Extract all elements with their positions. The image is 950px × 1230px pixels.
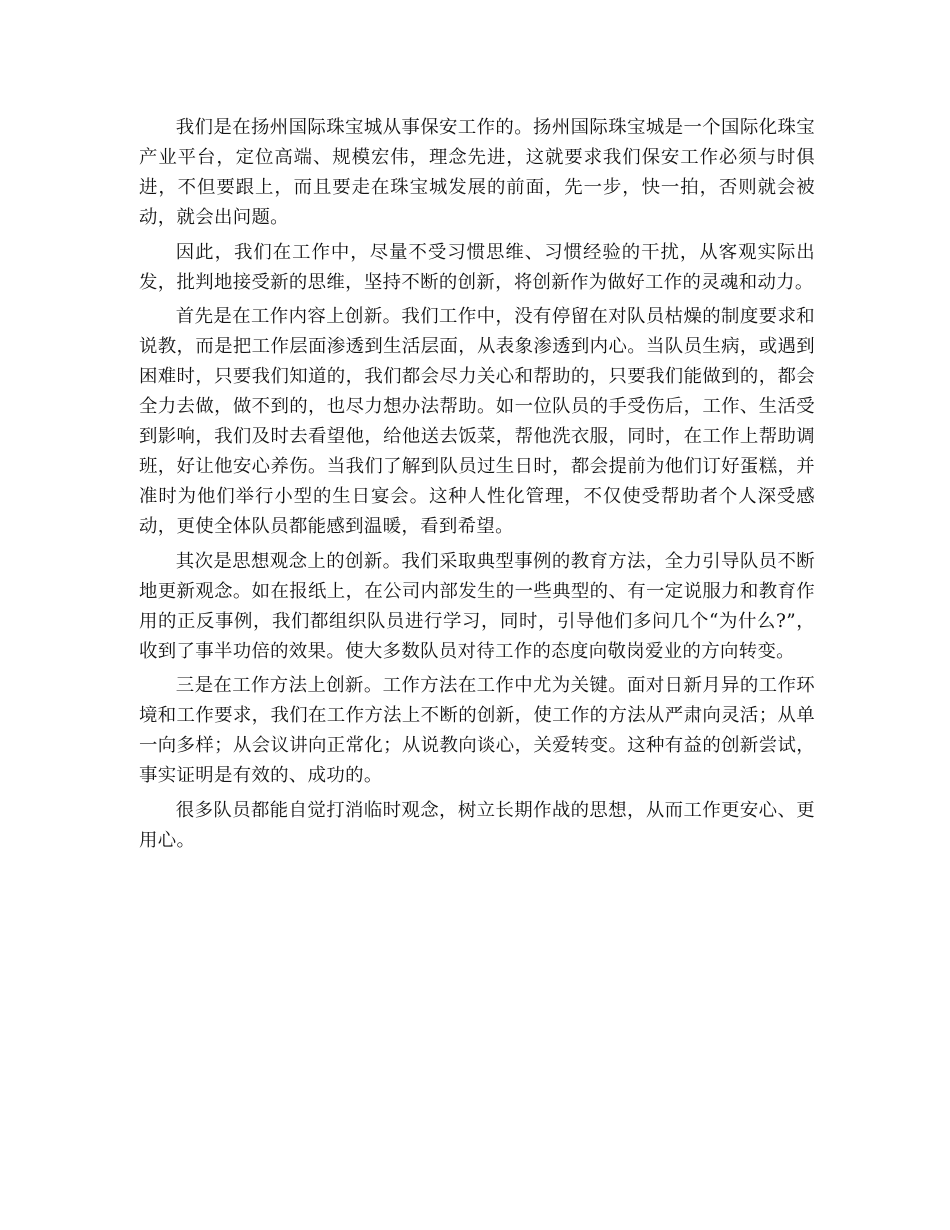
paragraph-conclusion: 很多队员都能自觉打消临时观念，树立长期作战的思想，从而工作更安心、更用心。 — [139, 799, 815, 851]
paragraph-mindset-innovation: 其次是思想观念上的创新。我们采取典型事例的教育方法，全力引导队员不断地更新观念。如在报纸上，在公司内部发生的一些典型的、有一定说服力和教育作用的正反事例，我们都组织队员进行学习，同时，引导他们多问几个“为什么?”，收到了事半功倍的效果。使大多数队员对待工作的态度向敬岗爱业的方向转变。 — [139, 550, 815, 662]
paragraph-intro: 我们是在扬州国际珠宝城从事保安工作的。扬州国际珠宝城是一个国际化珠宝产业平台，定位高端、规模宏伟，理念先进，这就要求我们保安工作必须与时俱进，不但要跟上，而且要走在珠宝城发展的前面，先一步，快一拍，否则就会被动，就会出问题。 — [139, 117, 815, 228]
paragraph-approach: 因此，我们在工作中，尽量不受习惯思维、习惯经验的干扰，从客观实际出发，批判地接受新的思维，坚持不断的创新，将创新作为做好工作的灵魂和动力。 — [139, 241, 815, 293]
paragraph-content-innovation: 首先是在工作内容上创新。我们工作中，没有停留在对队员枯燥的制度要求和说教，而是把工作层面渗透到生活层面，从表象渗透到内心。当队员生病，或遇到困难时，只要我们知道的，我们都会尽力关心和帮助的，只要我们能做到的，都会全力去做，做不到的，也尽力想办法帮助。如一位队员的手受伤后，工作、生活受到影响，我们及时去看望他，给他送去饭菜，帮他洗衣服，同时，在工作上帮助调班，好让他安心养伤。当我们了解到队员过生日时，都会提前为他们订好蛋糕，并准时为他们举行小型的生日宴会。这种人性化管理，不仅使受帮助者个人深受感动，更使全体队员都能感到温暖，看到希望。 — [139, 306, 815, 537]
paragraph-method-innovation: 三是在工作方法上创新。工作方法在工作中尤为关键。面对日新月异的工作环境和工作要求，我们在工作方法上不断的创新，使工作的方法从严肃向灵活；从单一向多样；从会议讲向正常化；从说教向谈心，关爱转变。这种有益的创新尝试，事实证明是有效的、成功的。 — [139, 675, 815, 786]
document-body — [139, 113, 815, 860]
